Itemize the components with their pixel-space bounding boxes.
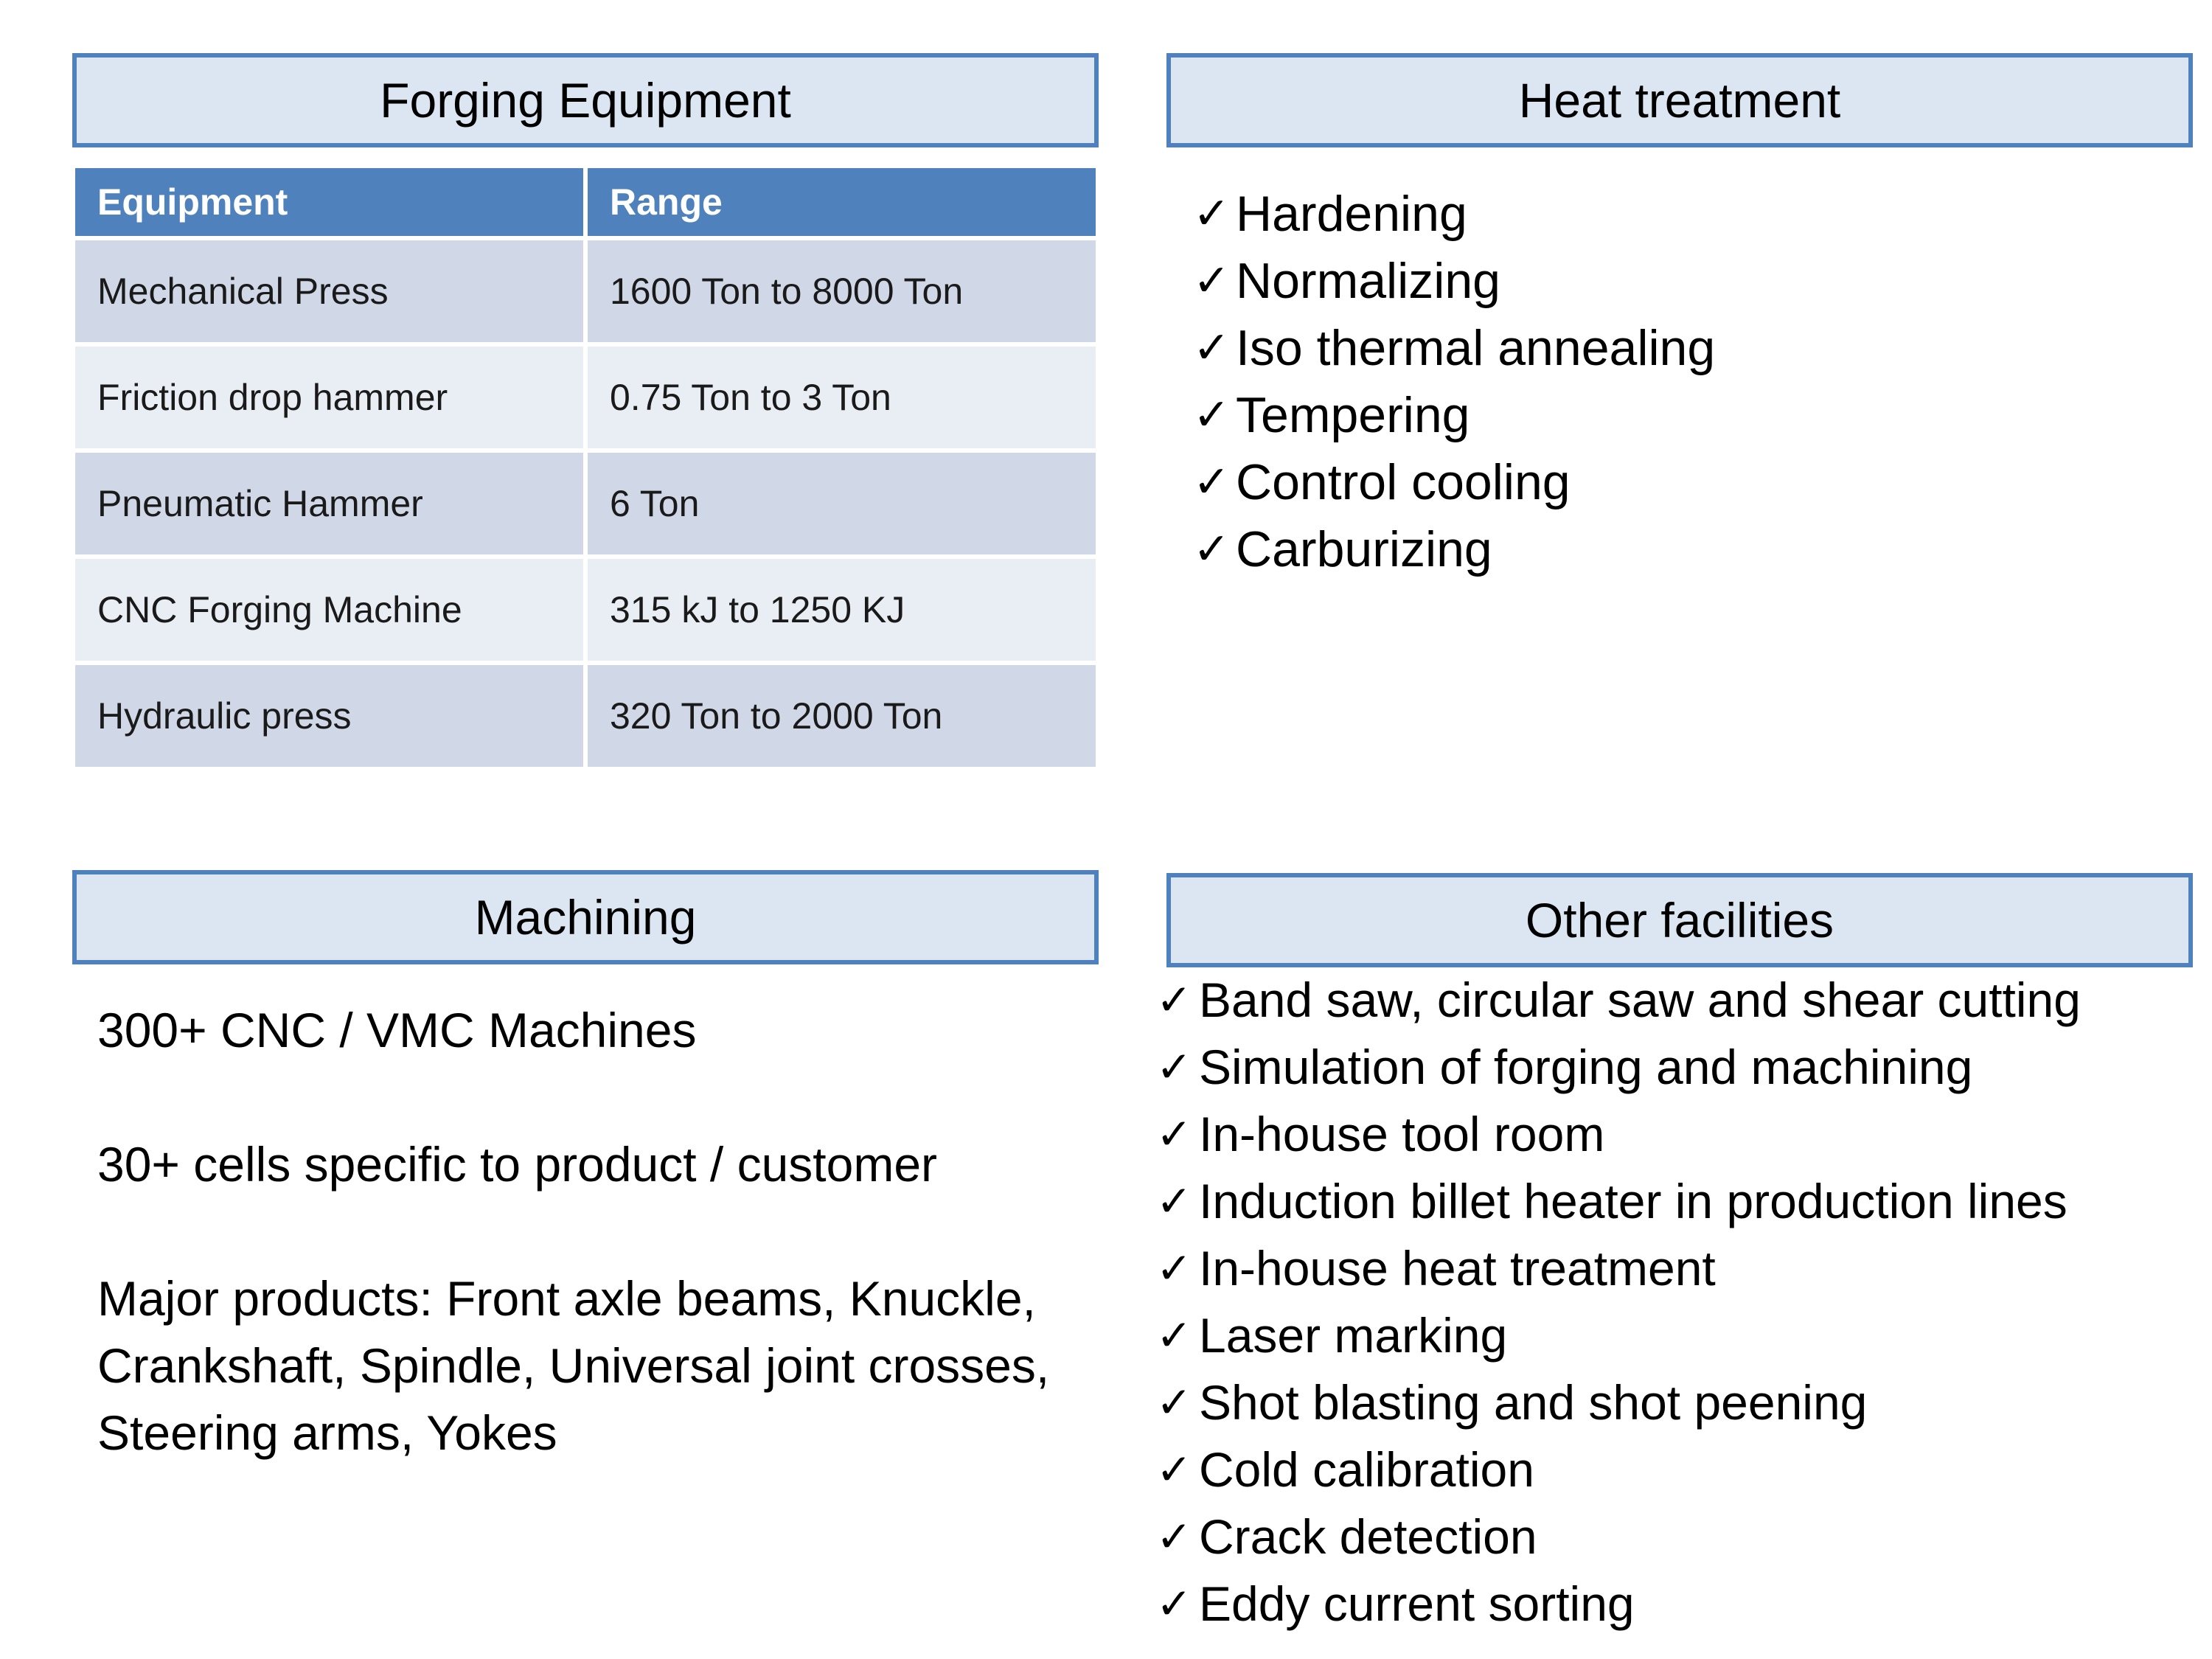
check-icon: ✓	[1193, 255, 1231, 305]
equipment-cell: Mechanical Press	[75, 238, 585, 344]
list-item-label: Shot blasting and shot peening	[1199, 1374, 1868, 1430]
heat-treatment-title: Heat treatment	[1166, 53, 2193, 147]
machining-paragraph-products: Major products: Front axle beams, Knuckle, Crankshaft, Spindle, Universal joint crosses, Steering arms, Yokes	[97, 1271, 1050, 1460]
check-icon: ✓	[1156, 1043, 1192, 1091]
list-item	[1156, 1100, 2081, 1167]
check-icon: ✓	[1156, 1445, 1192, 1494]
list-item	[1156, 1368, 2081, 1436]
column-header-equipment: Equipment	[75, 168, 585, 238]
check-icon: ✓	[1156, 1244, 1192, 1293]
list-item	[1156, 1167, 2081, 1234]
list-item	[1193, 381, 1715, 448]
equipment-cell: Pneumatic Hammer	[75, 451, 585, 557]
list-item-label: Laser marking	[1199, 1307, 1508, 1363]
list-item-label: Crack detection	[1199, 1509, 1537, 1564]
check-icon: ✓	[1156, 1110, 1192, 1158]
table-row	[75, 344, 1096, 451]
other-facilities-title: Other facilities	[1166, 873, 2193, 967]
equipment-cell: CNC Forging Machine	[75, 557, 585, 663]
column-header-range: Range	[585, 168, 1096, 238]
list-item	[1193, 515, 1715, 582]
list-item-label: Eddy current sorting	[1199, 1576, 1635, 1631]
forging-equipment-title: Forging Equipment	[72, 53, 1099, 147]
list-item-label: Induction billet heater in production lines	[1199, 1173, 2067, 1228]
check-icon: ✓	[1193, 389, 1231, 439]
list-item-label: Iso thermal annealing	[1236, 319, 1716, 376]
range-cell: 320 Ton to 2000 Ton	[585, 663, 1096, 769]
forging-equipment-table	[75, 168, 1096, 771]
list-item	[1156, 1436, 2081, 1503]
check-icon: ✓	[1156, 975, 1192, 1024]
table-row	[75, 451, 1096, 557]
range-cell: 1600 Ton to 8000 Ton	[585, 238, 1096, 344]
list-item	[1156, 1033, 2081, 1100]
list-item-label: In-house heat treatment	[1199, 1240, 1716, 1295]
other-facilities-list	[1156, 966, 2081, 1637]
table-row	[75, 238, 1096, 344]
table-row	[75, 663, 1096, 769]
list-item	[1193, 314, 1715, 381]
heat-treatment-list	[1193, 180, 1715, 582]
list-item	[1193, 247, 1715, 314]
range-cell: 315 kJ to 1250 KJ	[585, 557, 1096, 663]
list-item	[1193, 448, 1715, 515]
list-item	[1156, 1234, 2081, 1301]
equipment-cell: Friction drop hammer	[75, 344, 585, 451]
list-item-label: Hardening	[1236, 185, 1467, 242]
table-header-row	[75, 168, 1096, 238]
list-item-label: In-house tool room	[1199, 1106, 1605, 1161]
range-cell: 6 Ton	[585, 451, 1096, 557]
list-item	[1156, 1503, 2081, 1570]
list-item-label: Carburizing	[1236, 521, 1492, 577]
check-icon: ✓	[1193, 322, 1231, 372]
check-icon: ✓	[1156, 1311, 1192, 1360]
check-icon: ✓	[1193, 188, 1231, 238]
list-item-label: Cold calibration	[1199, 1441, 1534, 1497]
range-cell: 0.75 Ton to 3 Ton	[585, 344, 1096, 451]
list-item-label: Band saw, circular saw and shear cutting	[1199, 972, 2081, 1027]
list-item	[1156, 1301, 2081, 1368]
list-item-label: Simulation of forging and machining	[1199, 1039, 1973, 1094]
equipment-cell: Hydraulic press	[75, 663, 585, 769]
check-icon: ✓	[1156, 1579, 1192, 1628]
check-icon: ✓	[1193, 524, 1231, 574]
list-item	[1193, 180, 1715, 247]
check-icon: ✓	[1193, 456, 1231, 507]
list-item	[1156, 1570, 2081, 1637]
table-row	[75, 557, 1096, 663]
list-item-label: Tempering	[1236, 386, 1470, 443]
check-icon: ✓	[1156, 1177, 1192, 1225]
machining-paragraph-cnc: 300+ CNC / VMC Machines	[97, 1003, 697, 1057]
check-icon: ✓	[1156, 1378, 1192, 1427]
machining-title: Machining	[72, 870, 1099, 964]
check-icon: ✓	[1156, 1512, 1192, 1561]
machining-paragraph-cells: 30+ cells specific to product / customer	[97, 1137, 938, 1192]
list-item-label: Normalizing	[1236, 252, 1500, 309]
list-item	[1156, 966, 2081, 1033]
list-item-label: Control cooling	[1236, 453, 1571, 510]
